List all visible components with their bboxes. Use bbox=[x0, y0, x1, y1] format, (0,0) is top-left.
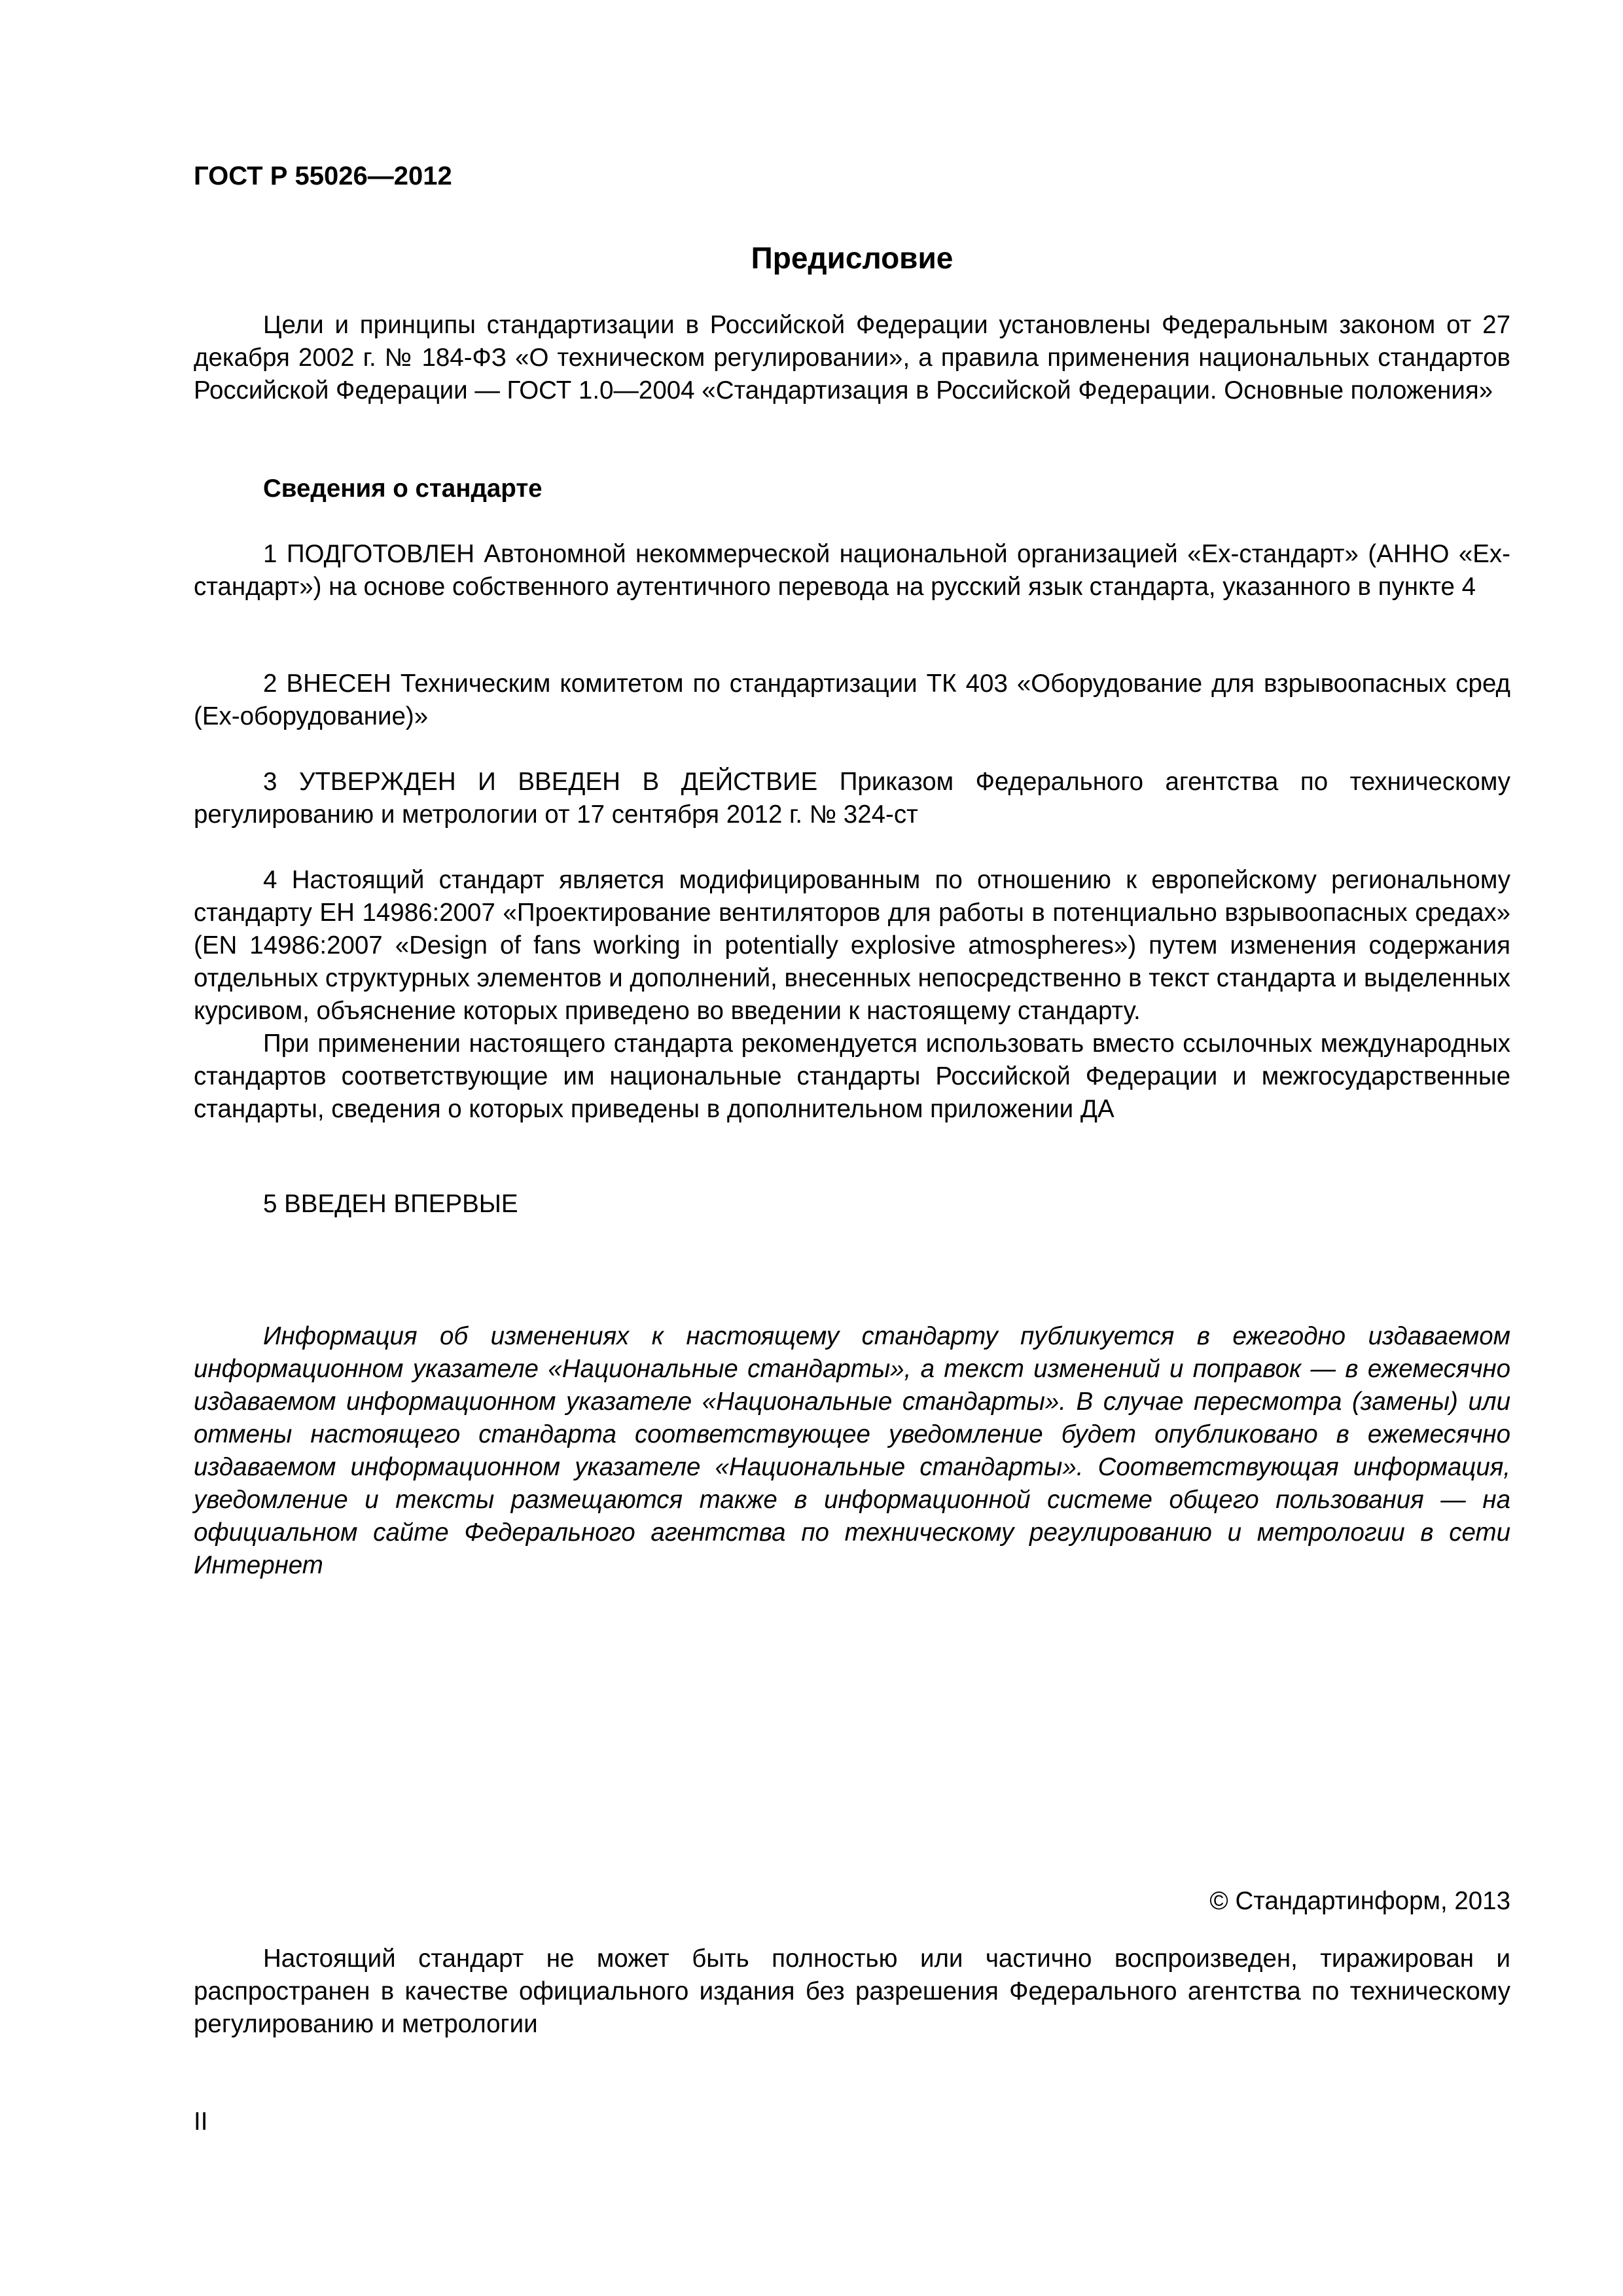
list-item: 3 УТВЕРЖДЕН И ВВЕДЕН В ДЕЙСТВИЕ Приказом Федерального агентства по техническому регулированию и метрологии от 17 сентября 2012 г. № 324-ст bbox=[194, 768, 1510, 829]
item-1-block bbox=[194, 538, 1510, 603]
list-item: 2 ВНЕСЕН Техническим комитетом по стандартизации ТК 403 «Оборудование для взрывоопасных сред (Ех-оборудование)» bbox=[194, 670, 1510, 730]
changes-notice: Информация об изменениях к настоящему стандарту публикуется в ежегодно издаваемом информационном указателе «Национальные стандарты», а текст изменений и поправок — в ежемесячно издаваемом информационном указателе «Национальные стандарты». В случае пересмотра (замены) или отмены настоящего стандарта соответствующее уведомление будет опубликовано в ежемесячно издаваемом информационном указателе «Национальные стандарты». Соответствующая информация, уведомление и тексты размещаются также в информационной системе общего пользования — на официальном сайте Федерального агентства по техническому регулированию и метрологии в сети Интернет bbox=[194, 1322, 1510, 1579]
intro-paragraph: Цели и принципы стандартизации в Российской Федерации установлены Федеральным законом от 27 декабря 2002 г. № 184-ФЗ «О техническом регулировании», а правила применения национальных стандартов Российской Федерации — ГОСТ 1.0—2004 «Стандартизация в Российской Федерации. Основные положения» bbox=[194, 311, 1510, 404]
list-item: 5 ВВЕДЕН ВПЕРВЫЕ bbox=[263, 1190, 518, 1218]
info-heading-block bbox=[194, 473, 1510, 505]
item-4-block bbox=[194, 864, 1510, 1126]
reproduction-notice-block bbox=[194, 1943, 1510, 2041]
list-item: 4 Настоящий стандарт является модифицированным по отношению к европейскому региональному стандарту ЕН 14986:2007 «Проектирование вентиляторов для работы в потенциально взрывоопасных средах» (EN 14986:2007 «Design of fans working in potentially explosive atmospheres») путем изменения содержания отдельных структурных элементов и дополнений, внесенных непосредственно в текст стандарта и выделенных курсивом, объяснение которых приведено во введении к настоящему стандарту. bbox=[194, 866, 1510, 1025]
intro-block bbox=[194, 309, 1510, 407]
document-id: ГОСТ Р 55026—2012 bbox=[194, 162, 452, 190]
reproduction-notice: Настоящий стандарт не может быть полностью или частично воспроизведен, тиражирован и распространен в качестве официального издания без разрешения Федерального агентства по техническому регулированию и метрологии bbox=[194, 1945, 1510, 2038]
page-number: II bbox=[194, 2108, 208, 2136]
list-item: 1 ПОДГОТОВЛЕН Автономной некоммерческой национальной организацией «Ех-стандарт» (АННО «Ех-стандарт») на основе собственного аутентичного перевода на русский язык стандарта, указанного в пункте 4 bbox=[194, 540, 1510, 601]
info-heading: Сведения о стандарте bbox=[263, 475, 543, 503]
list-item-continuation: При применении настоящего стандарта рекомендуется использовать вместо ссылочных международных стандартов соответствующие им национальные стандарты Российской Федерации и межгосударственные стандарты, сведения о которых приведены в дополнительном приложении ДА bbox=[194, 1030, 1510, 1123]
changes-notice-block bbox=[194, 1320, 1510, 1582]
copyright-line: © Стандартинформ, 2013 bbox=[1209, 1887, 1510, 1915]
item-5-block bbox=[194, 1188, 1510, 1221]
page-title: Предисловие bbox=[751, 241, 954, 275]
item-3-block bbox=[194, 766, 1510, 831]
item-2-block bbox=[194, 668, 1510, 733]
